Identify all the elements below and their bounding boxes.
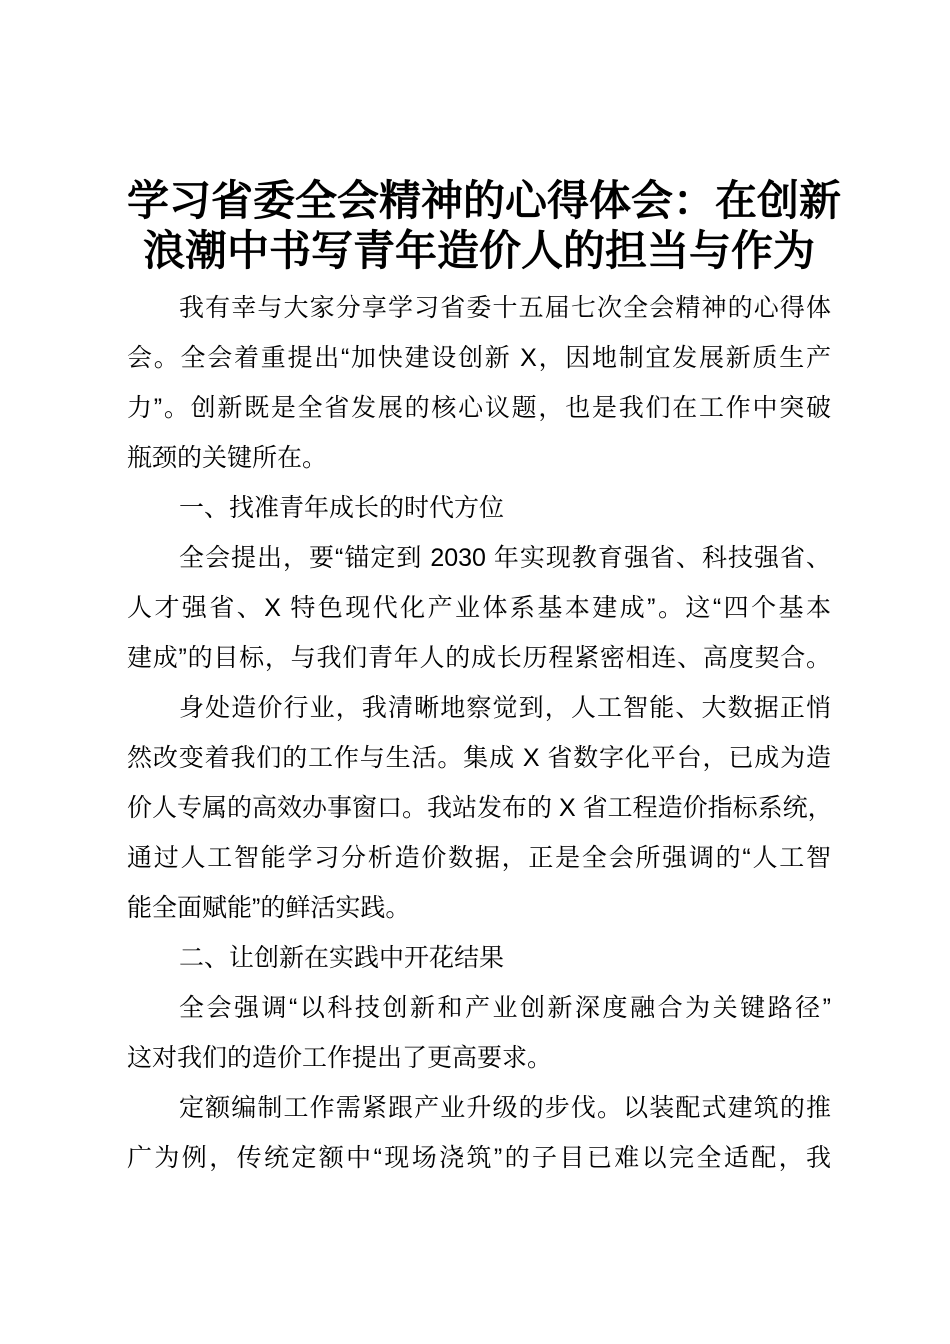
body-line: 价人专属的高效办事窗口。我站发布的 X 省工程造价指标系统， — [127, 794, 833, 822]
body-line: 广为例，传统定额中“现场浇筑”的子目已难以完全适配，我 — [127, 1144, 831, 1172]
body-line: 全会强调“以科技创新和产业创新深度融合为关键路径” — [179, 994, 831, 1022]
body-line: 我有幸与大家分享学习省委十五届七次全会精神的心得体 — [179, 294, 831, 322]
body-line: 人才强省、X 特色现代化产业体系基本建成”。这“四个基本 — [127, 594, 831, 622]
body-line: 二、让创新在实践中开花结果 — [179, 944, 505, 972]
body-line: 能全面赋能”的鲜活实践。 — [127, 894, 411, 922]
body-line: 然改变着我们的工作与生活。集成 X 省数字化平台，已成为造 — [127, 744, 831, 772]
document-body — [127, 283, 831, 1183]
body-line: 通过人工智能学习分析造价数据，正是全会所强调的“人工智 — [127, 844, 831, 872]
body-line: 力”。创新既是全省发展的核心议题，也是我们在工作中突破 — [127, 394, 831, 422]
document-title-line-1: 学习省委全会精神的心得体会：在创新 — [127, 179, 842, 225]
body-line: 一、找准青年成长的时代方位 — [179, 494, 505, 522]
body-line: 全会提出，要“锚定到 2030 年实现教育强省、科技强省、 — [179, 544, 831, 572]
body-line: 建成”的目标，与我们青年人的成长历程紧密相连、高度契合。 — [127, 644, 831, 672]
body-line: 身处造价行业，我清晰地察觉到，人工智能、大数据正悄 — [179, 694, 831, 722]
document-title — [127, 177, 842, 277]
document-content — [127, 0, 842, 1183]
body-line: 这对我们的造价工作提出了更高要求。 — [127, 1044, 553, 1072]
body-line: 会。全会着重提出“加快建设创新 X，因地制宜发展新质生产 — [127, 344, 831, 372]
body-line: 定额编制工作需紧跟产业升级的步伐。以装配式建筑的推 — [179, 1094, 831, 1122]
body-line: 瓶颈的关键所在。 — [127, 444, 328, 472]
document-title-line-2: 浪潮中书写青年造价人的担当与作为 — [142, 229, 815, 275]
